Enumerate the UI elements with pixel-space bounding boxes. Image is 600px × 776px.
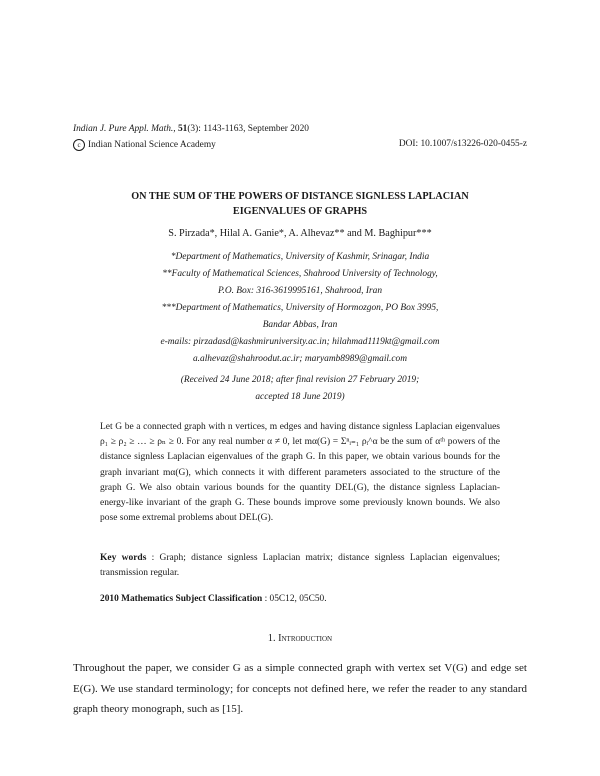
abstract: Let G be a connected graph with n vertices, m edges and having distance signless Laplacian eigenvalues ρ₁ ≥ ρ₂ ≥ … ≥ ρₙ ≥ 0. For any real number α ≠ 0, let mα(G) = Σⁿᵢ₌₁ ρᵢ^α be the sum of αᵗʰ powers of the distance signless Laplacian eigenvalues of the graph G. In this paper, we obtain various bounds for the graph invariant mα(G), which connects it with different parameters associated to the structure of the graph G. We also obtain various bounds for the quantity DEL(G), the distance signless Laplacian-energy-like invariant of the graph G. These bounds improve some previously known bounds. We also pose some extremal problems about DEL(G). <box>100 422 500 524</box>
affiliation-2-address: P.O. Box: 316-3619995161, Shahrood, Iran <box>217 286 383 296</box>
emails-line-1[interactable]: e-mails: pirzadasd@kashmiruniversity.ac.in; hilahmad1119kt@gmail.com <box>160 337 440 347</box>
keywords-text: : Graph; distance signless Laplacian matrix; distance signless Laplacian eigenvalues; transmission regular. <box>100 553 500 579</box>
copyright-line <box>73 139 216 151</box>
journal-volume: 51 <box>177 124 188 134</box>
journal-issue-pages: (3): 1143-1163, September 2020 <box>187 124 309 134</box>
received-dates: (Received 24 June 2018; after final revision 27 February 2019; <box>180 375 420 385</box>
affiliation-2: **Faculty of Mathematical Sciences, Shahrood University of Technology, <box>162 269 438 279</box>
authors: S. Pirzada*, Hilal A. Ganie*, A. Alhevaz** and M. Baghipur*** <box>168 228 432 239</box>
keywords <box>100 551 500 581</box>
journal-citation <box>73 124 309 134</box>
section-heading <box>0 633 600 644</box>
doi[interactable]: DOI: 10.1007/s13226-020-0455-z <box>398 139 527 149</box>
msc-codes: : 05C12, 05C50. <box>264 594 327 604</box>
msc-classification <box>100 594 327 604</box>
affiliation-1: *Department of Mathematics, University of Kashmir, Srinagar, India <box>170 252 430 262</box>
affiliation-3-address: Bandar Abbas, Iran <box>262 320 338 330</box>
copyright-icon: c <box>73 139 85 151</box>
copyright-holder: Indian National Science Academy <box>88 140 216 151</box>
intro-paragraph: Throughout the paper, we consider G as a simple connected graph with vertex set V(G) and edge set E(G). We use standard terminology; for concepts not defined here, we refer the reader to any standard graph theory monograph, such as [15]. <box>73 662 527 715</box>
emails-line-2[interactable]: a.alhevaz@shahroodut.ac.ir; maryamb8989@gmail.com <box>192 354 408 364</box>
section-number: 1. <box>267 633 276 644</box>
accepted-date: accepted 18 June 2019) <box>255 392 345 402</box>
paper-title-line-1: ON THE SUM OF THE POWERS OF DISTANCE SIGNLESS LAPLACIAN <box>131 191 469 202</box>
affiliation-3: ***Department of Mathematics, University of Hormozgon, PO Box 3995, <box>161 303 439 313</box>
section-title: Introduction <box>278 633 333 644</box>
paper-title-line-2: EIGENVALUES OF GRAPHS <box>232 206 368 217</box>
keywords-label: Key words <box>100 553 147 563</box>
msc-label: 2010 Mathematics Subject Classification <box>100 594 263 604</box>
journal-name: Indian J. Pure Appl. Math., <box>73 124 176 134</box>
